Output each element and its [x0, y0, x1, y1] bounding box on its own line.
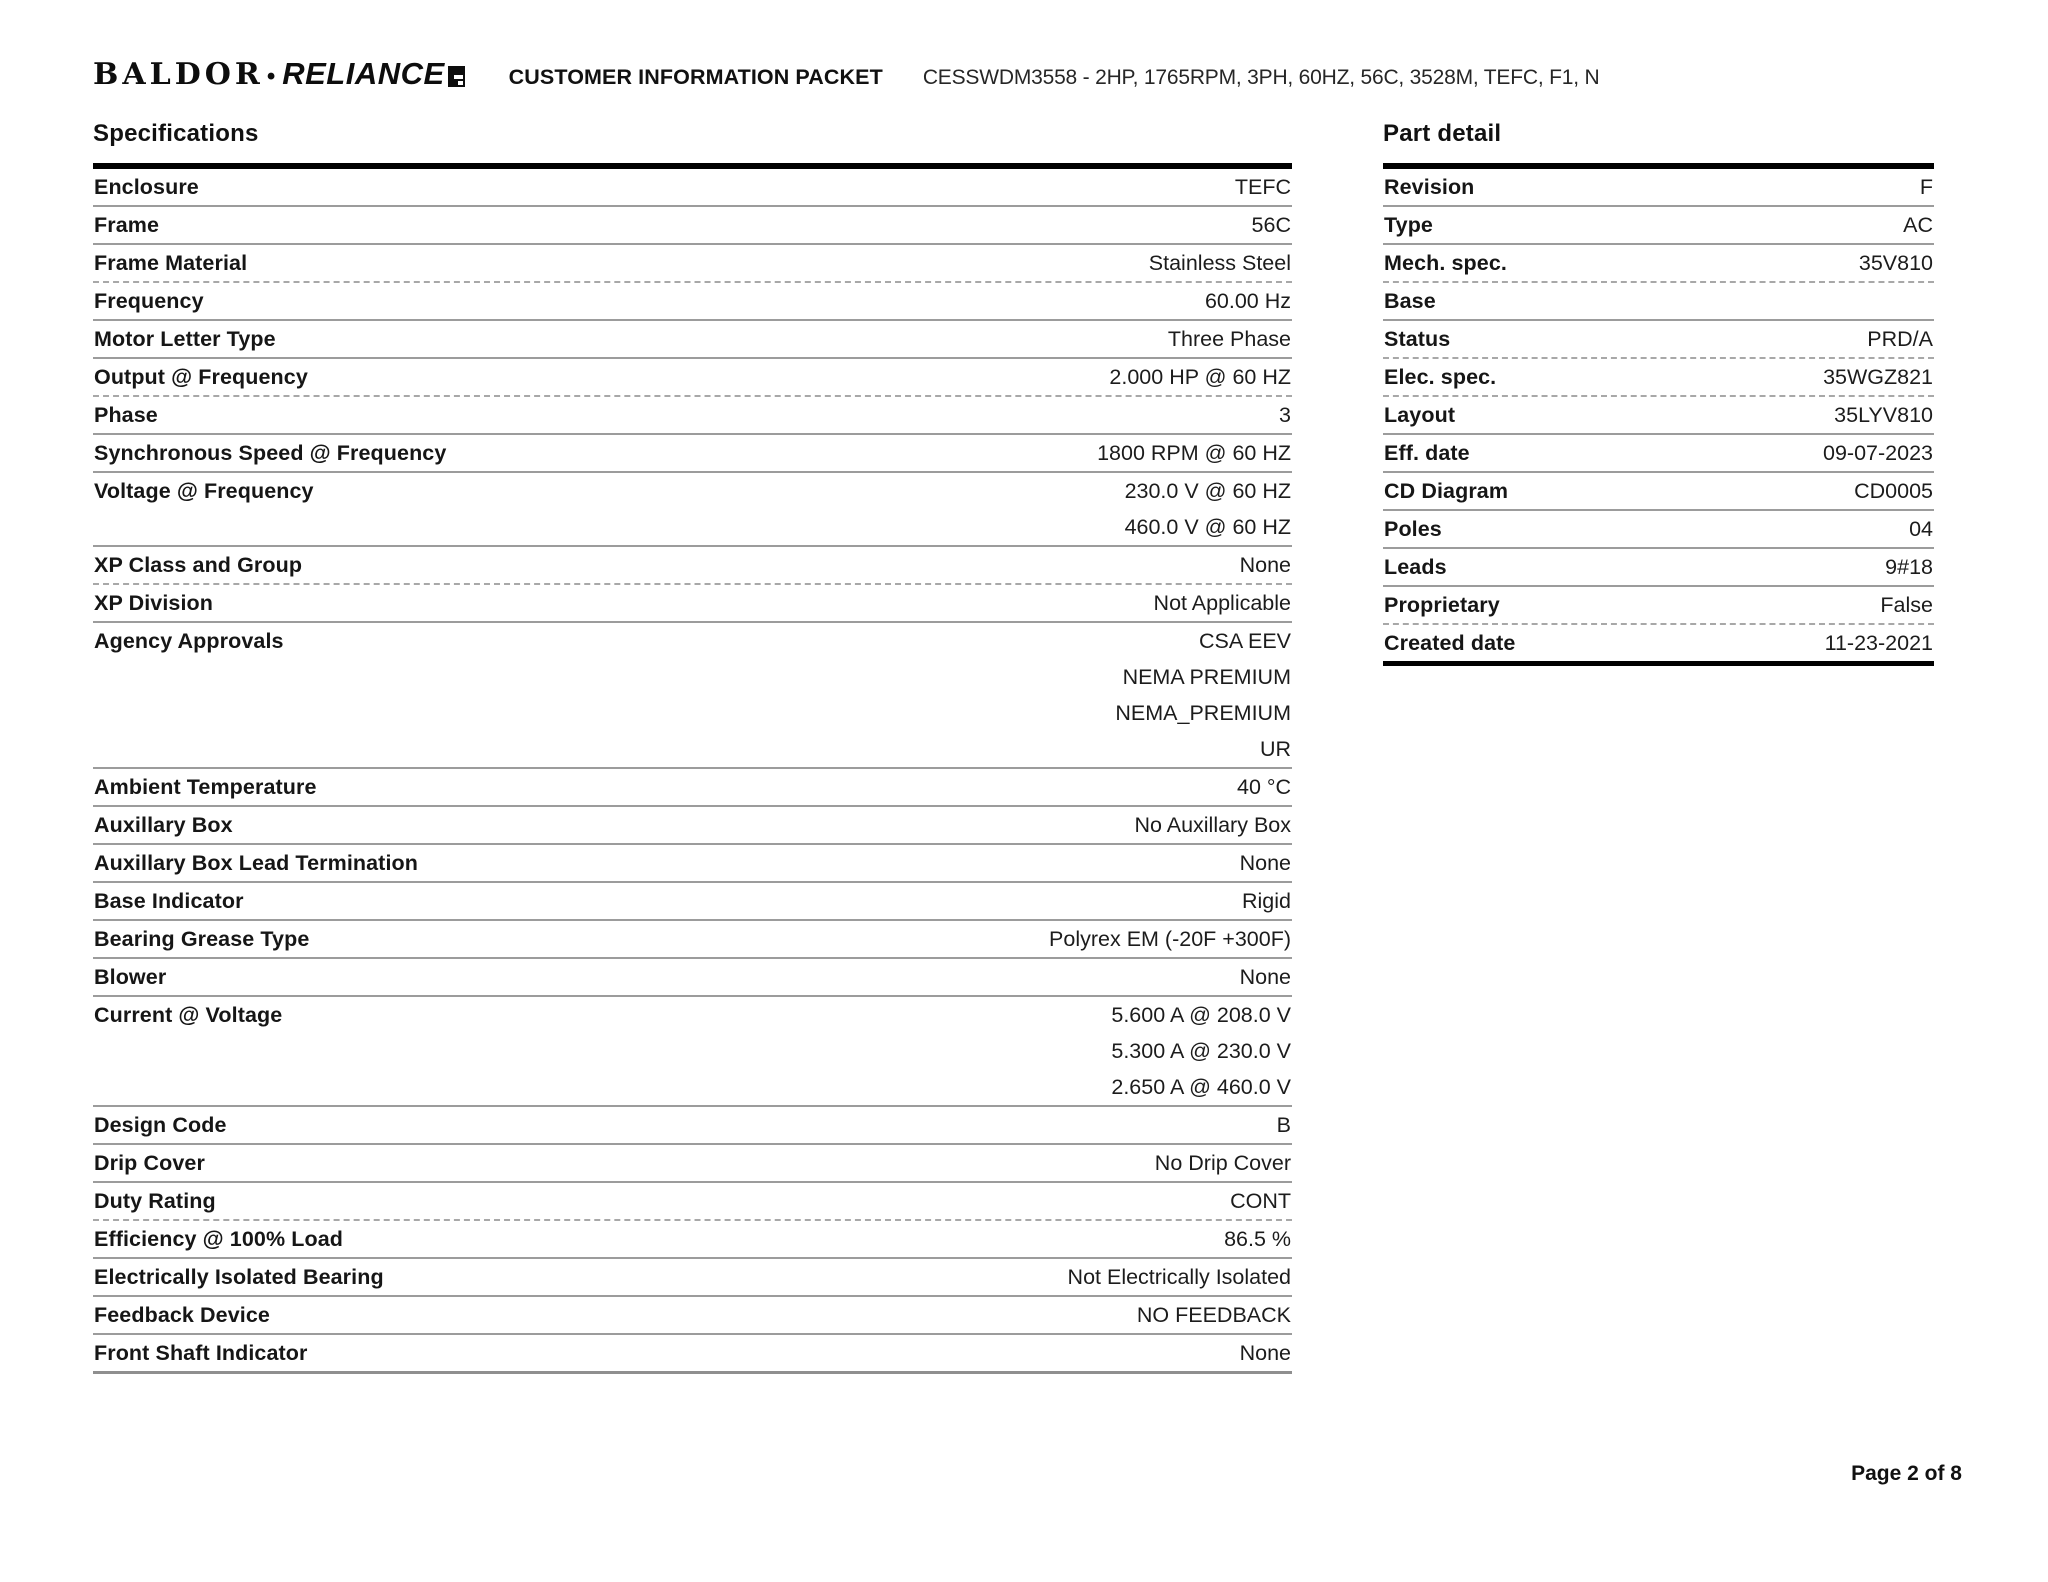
row-values — [213, 585, 1292, 621]
row-values — [1496, 359, 1934, 395]
logo-baldor-text: BALDOR — [93, 57, 264, 92]
table-row — [93, 473, 1292, 547]
row-values — [282, 997, 1292, 1105]
row-label: Agency Approvals — [94, 629, 284, 653]
row-values — [1515, 625, 1934, 661]
row-label: Mech. spec. — [1384, 251, 1507, 275]
row-value-line: 35LYV810 — [1834, 403, 1933, 427]
row-value-line: AC — [1903, 213, 1933, 237]
row-label: Bearing Grease Type — [94, 927, 310, 951]
part-detail-section — [1383, 120, 1934, 1374]
part-detail-heading: Part detail — [1383, 120, 1502, 147]
row-values — [158, 397, 1292, 433]
row-label: Base Indicator — [94, 889, 244, 913]
row-value-line: 04 — [1909, 517, 1933, 541]
row-values — [233, 807, 1292, 843]
baldor-logo-mark-icon — [448, 66, 465, 87]
table-row — [1383, 549, 1934, 587]
row-label: Design Code — [94, 1113, 227, 1137]
table-row — [1383, 359, 1934, 397]
row-value-line: 2.650 A @ 460.0 V — [1111, 1075, 1291, 1099]
row-values — [1508, 473, 1934, 509]
row-value-line: F — [1919, 175, 1933, 199]
row-label: Drip Cover — [94, 1151, 205, 1175]
row-value-line: 5.600 A @ 208.0 V — [1111, 1003, 1291, 1027]
row-label: Proprietary — [1384, 593, 1500, 617]
table-row — [1383, 207, 1934, 245]
table-row — [93, 397, 1292, 435]
table-row — [93, 1221, 1292, 1259]
row-value-line: 35WGZ821 — [1823, 365, 1933, 389]
row-values — [302, 547, 1292, 583]
row-label: Auxillary Box — [94, 813, 233, 837]
row-value-line: Not Electrically Isolated — [1067, 1265, 1291, 1289]
row-values — [284, 623, 1292, 767]
table-row — [93, 623, 1292, 769]
row-label: Elec. spec. — [1384, 365, 1497, 389]
row-values — [1450, 321, 1934, 357]
row-label: Auxillary Box Lead Termination — [94, 851, 418, 875]
table-row — [1383, 245, 1934, 283]
table-row — [1383, 321, 1934, 359]
row-values — [204, 283, 1292, 319]
row-values — [446, 435, 1292, 471]
row-label: Leads — [1384, 555, 1447, 579]
row-value-line: CSA EEV — [1198, 629, 1291, 653]
table-row — [93, 1259, 1292, 1297]
table-row — [1383, 283, 1934, 321]
row-label: Electrically Isolated Bearing — [94, 1265, 384, 1289]
table-row — [93, 921, 1292, 959]
table-row — [1383, 587, 1934, 625]
row-label: Duty Rating — [94, 1189, 216, 1213]
row-label: Output @ Frequency — [94, 365, 308, 389]
table-row — [93, 169, 1292, 207]
row-label: Revision — [1384, 175, 1475, 199]
table-row — [1383, 435, 1934, 473]
table-row — [93, 1183, 1292, 1221]
table-row — [93, 1335, 1292, 1374]
row-values — [199, 169, 1292, 205]
table-row — [1383, 473, 1934, 511]
row-values — [1442, 511, 1934, 547]
row-value-line: None — [1239, 851, 1291, 875]
row-value-line: NEMA_PREMIUM — [1115, 701, 1291, 725]
row-label: XP Class and Group — [94, 553, 303, 577]
specifications-heading: Specifications — [93, 120, 259, 147]
specifications-section — [93, 120, 1292, 1374]
row-values — [247, 245, 1292, 281]
table-row — [93, 1145, 1292, 1183]
specifications-table — [93, 163, 1292, 1374]
row-value-line: 86.5 % — [1224, 1227, 1291, 1251]
row-values — [1433, 207, 1934, 243]
row-label: Motor Letter Type — [94, 327, 276, 351]
row-values — [216, 1183, 1292, 1219]
row-value-line: 11-23-2021 — [1824, 631, 1933, 655]
table-row — [93, 1107, 1292, 1145]
baldor-reliance-logo — [93, 56, 465, 92]
row-value-line: None — [1239, 965, 1291, 989]
packet-title: CUSTOMER INFORMATION PACKET — [508, 65, 883, 89]
table-row — [1383, 397, 1934, 435]
row-label: Base — [1384, 289, 1436, 313]
table-row — [93, 807, 1292, 845]
row-value-line: 5.300 A @ 230.0 V — [1111, 1039, 1291, 1063]
row-value-line: Three Phase — [1167, 327, 1291, 351]
row-values — [384, 1259, 1292, 1295]
row-label: Created date — [1384, 631, 1516, 655]
row-label: Frame — [94, 213, 160, 237]
row-value-line: Polyrex EM (-20F +300F) — [1049, 927, 1291, 951]
table-row — [93, 283, 1292, 321]
table-row — [93, 359, 1292, 397]
row-values — [244, 883, 1292, 919]
row-values — [270, 1297, 1292, 1333]
row-label: Synchronous Speed @ Frequency — [94, 441, 447, 465]
row-value-line: 460.0 V @ 60 HZ — [1124, 515, 1291, 539]
row-value-line: CD0005 — [1854, 479, 1933, 503]
row-label: Eff. date — [1384, 441, 1470, 465]
row-value-line: 60.00 Hz — [1204, 289, 1291, 313]
table-row — [93, 207, 1292, 245]
row-label: XP Division — [94, 591, 213, 615]
table-row — [93, 585, 1292, 623]
table-row — [93, 321, 1292, 359]
row-value-line: 2.000 HP @ 60 HZ — [1109, 365, 1291, 389]
row-label: Efficiency @ 100% Load — [94, 1227, 343, 1251]
row-value-line: B — [1276, 1113, 1291, 1137]
row-values — [309, 921, 1292, 957]
row-value-line: 35V810 — [1858, 251, 1933, 275]
row-label: Current @ Voltage — [94, 1003, 283, 1027]
table-row — [93, 959, 1292, 997]
row-label: Enclosure — [94, 175, 199, 199]
table-row — [93, 245, 1292, 283]
table-row — [93, 883, 1292, 921]
row-value-line: Rigid — [1242, 889, 1291, 913]
row-value-line: None — [1239, 1341, 1291, 1365]
row-value-line: NO FEEDBACK — [1136, 1303, 1291, 1327]
row-label: Feedback Device — [94, 1303, 270, 1327]
table-row — [93, 1297, 1292, 1335]
motor-model-summary: CESSWDM3558 - 2HP, 1765RPM, 3PH, 60HZ, 56C, 3528M, TEFC, F1, N — [922, 66, 1600, 89]
content-columns — [93, 120, 1934, 1374]
table-row — [93, 997, 1292, 1107]
row-label: Frequency — [94, 289, 204, 313]
row-values — [166, 959, 1292, 995]
row-label: Type — [1384, 213, 1433, 237]
table-row — [93, 769, 1292, 807]
row-value-line: UR — [1259, 737, 1291, 761]
row-value-line: TEFC — [1234, 175, 1291, 199]
row-value-line: 9#18 — [1885, 555, 1933, 579]
row-values — [308, 359, 1292, 395]
row-value-line: None — [1239, 553, 1291, 577]
row-value-line: PRD/A — [1867, 327, 1933, 351]
row-label: Phase — [94, 403, 158, 427]
table-row — [93, 547, 1292, 585]
row-values — [314, 473, 1292, 545]
row-label: Frame Material — [94, 251, 248, 275]
table-row — [1383, 169, 1934, 207]
row-values — [276, 321, 1292, 357]
page-header — [93, 56, 1934, 92]
row-value-line: CONT — [1230, 1189, 1291, 1213]
row-values — [1474, 169, 1934, 205]
row-label: Status — [1384, 327, 1451, 351]
row-value-line: 09-07-2023 — [1823, 441, 1933, 465]
row-label: Front Shaft Indicator — [94, 1341, 308, 1365]
row-values — [418, 845, 1292, 881]
row-value-line: 230.0 V @ 60 HZ — [1124, 479, 1291, 503]
row-label: Voltage @ Frequency — [94, 479, 314, 503]
row-values — [159, 207, 1292, 243]
row-values — [205, 1145, 1292, 1181]
row-values — [1500, 587, 1934, 623]
logo-reliance-text: RELIANCE — [282, 56, 445, 91]
row-values — [317, 769, 1292, 805]
row-label: Poles — [1384, 517, 1442, 541]
row-label: Ambient Temperature — [94, 775, 317, 799]
row-values — [308, 1335, 1292, 1371]
row-value-line: Not Applicable — [1153, 591, 1291, 615]
row-value-line: No Auxillary Box — [1134, 813, 1291, 837]
logo-separator-dot: • — [266, 63, 276, 90]
row-label: Layout — [1384, 403, 1456, 427]
table-row — [1383, 511, 1934, 549]
row-values — [1507, 245, 1934, 281]
row-value-line: No Drip Cover — [1154, 1151, 1291, 1175]
row-values — [227, 1107, 1292, 1143]
row-value-line: 56C — [1251, 213, 1291, 237]
row-value-line: 40 °C — [1236, 775, 1291, 799]
row-value-line: False — [1880, 593, 1933, 617]
row-values — [1455, 397, 1934, 433]
row-values — [343, 1221, 1292, 1257]
table-row — [93, 845, 1292, 883]
table-row — [93, 435, 1292, 473]
table-row — [1383, 625, 1934, 666]
row-label: Blower — [94, 965, 167, 989]
page-number: Page 2 of 8 — [1851, 1462, 1962, 1485]
row-values — [1470, 435, 1934, 471]
row-value-line: Stainless Steel — [1148, 251, 1291, 275]
row-value-line: 3 — [1279, 403, 1291, 427]
part-detail-table — [1383, 163, 1934, 666]
row-label: CD Diagram — [1384, 479, 1509, 503]
row-value-line: NEMA PREMIUM — [1122, 665, 1291, 689]
row-values — [1447, 549, 1934, 585]
row-value-line: 1800 RPM @ 60 HZ — [1097, 441, 1291, 465]
